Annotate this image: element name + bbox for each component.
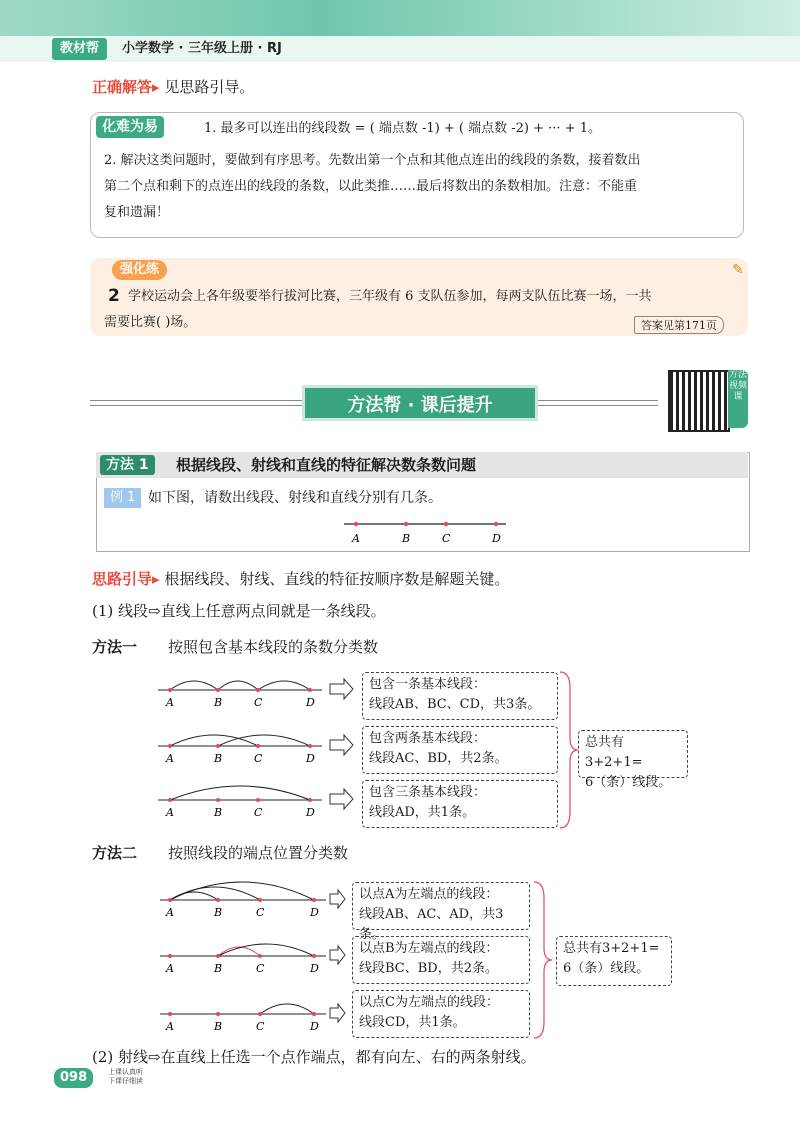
- method-title: 根据线段、射线和直线的特征解决数条数问题: [176, 456, 477, 474]
- guide-text: 根据线段、射线、直线的特征按顺序数是解题关键。: [164, 570, 510, 588]
- label-c: C: [256, 962, 265, 975]
- way2-fig3: [160, 1004, 326, 1016]
- way1-figures: [150, 668, 360, 832]
- example-figure: [330, 512, 520, 546]
- way2-total: [556, 936, 672, 986]
- way2-fig1: [160, 882, 326, 902]
- label-b: B: [214, 752, 223, 765]
- way2-box3-line2: 线段CD，共1条。: [359, 1015, 466, 1030]
- example-tag: 例 1: [104, 488, 141, 508]
- label-d: D: [310, 906, 319, 919]
- way1-box2: [362, 726, 558, 774]
- label-a: A: [166, 806, 174, 819]
- label-b: B: [214, 806, 223, 819]
- way1-box2-line1: 包含两条基本线段：: [369, 731, 487, 746]
- label-d: D: [310, 1020, 319, 1033]
- pencil-icon: ✎: [732, 262, 744, 278]
- header-strip: [0, 36, 800, 62]
- way2-total-line1: 总共有3+2+1=: [563, 941, 660, 956]
- way1-desc: 按照包含基本线段的条数分类数: [168, 638, 379, 656]
- way1-box1-line1: 包含一条基本线段：: [369, 677, 487, 692]
- brand-badge: 教材帮: [52, 38, 107, 60]
- arrow-icon: [330, 1004, 345, 1022]
- label-b: B: [214, 906, 223, 919]
- way2-brace: [532, 878, 554, 1042]
- practice-line1: 学校运动会上各年级要举行拔河比赛，三年级有 6 支队伍参加，每两支队伍比赛一场，一共: [128, 289, 652, 304]
- footnote-line2: 下课仔细读: [108, 1077, 143, 1085]
- way1-box3-line2: 线段AD，共1条。: [369, 805, 476, 820]
- arrow-icon: [330, 789, 353, 809]
- way1-box3: [362, 780, 558, 828]
- label-b: B: [214, 962, 223, 975]
- page-number: 098: [54, 1068, 93, 1088]
- footnote-line1: 上课认真听: [108, 1068, 143, 1076]
- simplify-line3: 第二个点和剩下的点连出的线段的条数，以此类推……最后将数出的条数相加。注意：不能重: [104, 179, 638, 194]
- point-a: [354, 522, 358, 526]
- label-a: A: [166, 962, 174, 975]
- label-a: A: [352, 532, 360, 545]
- way2-desc: 按照线段的端点位置分类数: [168, 844, 349, 862]
- arrow-icon: ▸: [152, 570, 160, 588]
- simplify-body: [104, 148, 740, 226]
- qr-code[interactable]: [668, 370, 730, 432]
- label-c: C: [254, 696, 263, 709]
- label-d: D: [310, 962, 319, 975]
- way2-box1: [352, 882, 530, 942]
- answer-label: 正确解答: [92, 78, 153, 96]
- part2-text: (2) 射线⇨在直线上任选一个点作端点，都有向左、右的两条射线。: [92, 1048, 536, 1066]
- way1-fig1: [158, 681, 322, 692]
- part1-text: (1) 线段⇨直线上任意两点间就是一条线段。: [92, 602, 386, 620]
- arrow-icon: [330, 735, 353, 755]
- way1-fig3: [158, 786, 322, 802]
- label-b: B: [402, 532, 411, 545]
- way1-title: 方法一: [92, 638, 138, 656]
- way2-box2-line1: 以点B为左端点的线段：: [359, 941, 499, 956]
- label-c: C: [256, 906, 265, 919]
- way2-figures: [152, 866, 352, 1038]
- label-c: C: [256, 1020, 265, 1033]
- simplify-tag: 化难为易: [96, 116, 164, 138]
- arrow-icon: [330, 946, 345, 964]
- way1-box1-line2: 线段AB、BC、CD，共3条。: [369, 697, 541, 712]
- label-d: D: [306, 696, 315, 709]
- practice-number: 2: [108, 286, 120, 306]
- label-b: B: [214, 696, 223, 709]
- section-banner: 方法帮 · 课后提升: [302, 385, 538, 421]
- label-d: D: [306, 806, 315, 819]
- label-a: A: [166, 752, 174, 765]
- label-c: C: [442, 532, 451, 545]
- guide-line: [92, 568, 509, 589]
- label-a: A: [166, 906, 174, 919]
- way2-box1-line1: 以点A为左端点的线段：: [359, 887, 499, 902]
- label-d: D: [492, 532, 501, 545]
- point-d: [494, 522, 498, 526]
- answer-line: [92, 76, 254, 97]
- simplify-line4: 复和遗漏！: [104, 205, 170, 220]
- practice-tag: 强化练: [112, 260, 167, 280]
- way2-box2-line2: 线段BC、BD，共2条。: [359, 961, 498, 976]
- way1-box3-line1: 包含三条基本线段：: [369, 785, 487, 800]
- way2-box1-line2: 线段AB、AC、AD，共3条。: [359, 907, 504, 942]
- simplify-line2: 2. 解决这类问题时，要做到有序思考。先数出第一个点和其他点连出的线段的条数，接着数出: [104, 153, 641, 168]
- way2-box2: [352, 936, 530, 984]
- way2-total-line2: 6（条）线段。: [563, 961, 650, 976]
- way1-brace: [558, 668, 580, 832]
- label-c: C: [254, 806, 263, 819]
- label-c: C: [254, 752, 263, 765]
- arrow-icon: [330, 890, 345, 908]
- label-b: B: [214, 1020, 223, 1033]
- label-a: A: [166, 1020, 174, 1033]
- arrow-icon: ▸: [152, 78, 160, 96]
- way2-title: 方法二: [92, 844, 138, 862]
- way2-box3-line1: 以点C为左端点的线段：: [359, 995, 499, 1010]
- answer-text: 见思路引导。: [164, 78, 255, 96]
- way1-total: [578, 730, 688, 790]
- point-b: [404, 522, 408, 526]
- page-footnote: [108, 1068, 143, 1086]
- simplify-line1: 1. 最多可以连出的线段数 = ( 端点数 -1) + ( 端点数 -2) + ··· + 1。: [204, 121, 601, 136]
- way1-box2-line2: 线段AC、BD，共2条。: [369, 751, 508, 766]
- breadcrumb: 小学数学 · 三年级上册 · RJ: [122, 41, 282, 56]
- way1-fig2: [158, 735, 322, 748]
- qr-label: 方法视频课: [728, 370, 748, 428]
- guide-label: 思路引导: [92, 570, 153, 588]
- label-a: A: [166, 696, 174, 709]
- method-tag: 方法 1: [100, 455, 155, 475]
- way1-total-line2: 6（条）线段。: [585, 775, 672, 790]
- practice-line2: 需要比赛( )场。: [104, 315, 197, 330]
- arrow-icon: [330, 679, 353, 699]
- label-d: D: [306, 752, 315, 765]
- way2-box3: [352, 990, 530, 1038]
- answer-reference[interactable]: 答案见第171页: [634, 316, 724, 334]
- point-c: [444, 522, 448, 526]
- way2-fig2: [160, 944, 326, 958]
- example-text: 如下图，请数出线段、射线和直线分别有几条。: [148, 490, 442, 506]
- way1-total-line1: 总共有3+2+1=: [585, 735, 643, 770]
- way1-box1: [362, 672, 558, 720]
